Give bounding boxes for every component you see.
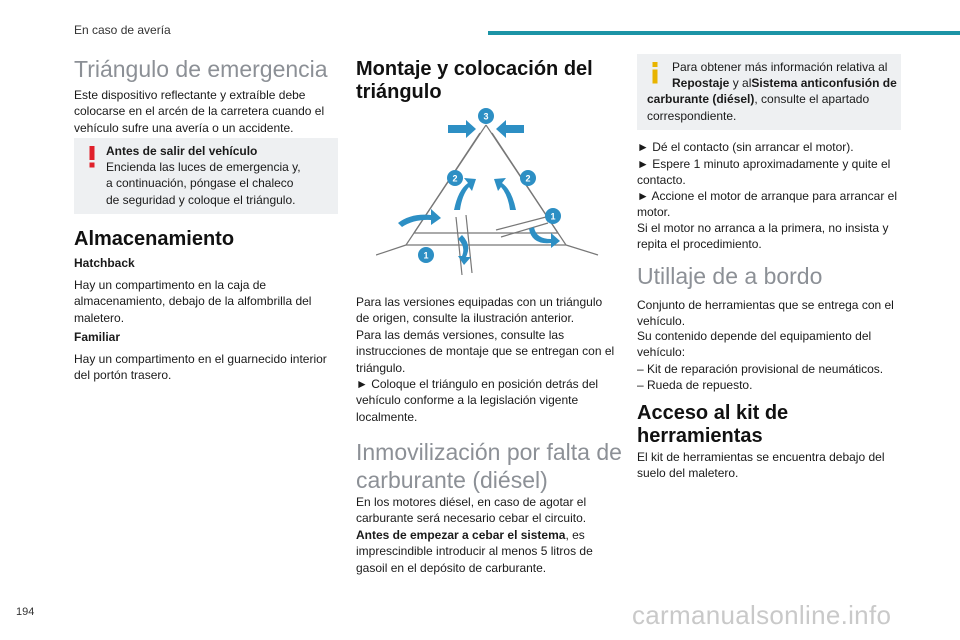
warning-title: Antes de salir del vehículo [106,144,258,158]
title-onboard-tools: Utillaje de a bordo [637,263,823,289]
fuel-para-2-bold: Antes de empezar a cebar el sistema [356,528,566,542]
title-triangle-assembly: Montaje y colocación del triángulo [356,58,593,103]
engine-step-3: ► Accione el motor de arranque para arrancar el motor. [637,189,898,220]
title-emergency-triangle: Triángulo de emergencia [74,56,328,82]
title-fuel-shortage: Inmovilización por falta de carburante (diésel) [356,439,622,493]
tools-para-2: Su contenido depende del equipamiento del vehículo: [637,329,872,360]
engine-step-note: Si el motor no arranca a la primera, no insista y repita el procedimiento. [637,221,889,252]
intro-paragraph: Este dispositivo reflectante y extraíble debe colocarse en el arcén de la carretera cuando el vehículo sufre una avería o un accidente. [74,88,325,135]
figure-label-2-right: 2 [525,173,531,184]
familiar-text: Hay un compartimento en el guarnecido interior del portón trasero. [74,352,327,383]
tools-item-repair-kit: – Kit de reparación provisional de neumáticos. [637,362,884,376]
watermark: carmanualsonline.info [632,600,892,630]
warning-icon [88,146,96,168]
engine-step-2: ► Espere 1 minuto aproximadamente y quite el contacto. [637,157,891,188]
hatchback-text: Hay un compartimento en la caja de almacenamiento, debajo de la alfombrilla del maletero. [74,278,312,325]
warning-text-content: Encienda las luces de emergencia y, a continuación, póngase el chaleco de seguridad y coloque el triángulo. [106,160,301,207]
tools-item-spare-wheel: – Rueda de repuesto. [637,378,753,392]
warning-box [74,138,338,214]
info-text-and: y al [729,76,752,90]
triangle-para-1: Para las versiones equipadas con un triángulo de origen, consulte la ilustración anterior. [356,295,603,326]
header-accent-bar [488,31,960,35]
info-misfuel-system: Sistema anticonfusión de carburante (diésel) [647,76,897,107]
storage-title: Almacenamiento [74,228,235,250]
figure-label-3: 3 [483,111,489,122]
fuel-para-1: En los motores diésel, en caso de agotar el carburante será necesario cebar el circuito. [356,495,587,526]
info-text-end: , consulte el apartado correspondiente. [647,92,870,123]
header-section-title: En caso de avería [74,23,171,37]
engine-step-1: ► Dé el contacto (sin arrancar el motor). [637,140,854,154]
triangle-para-2: Para las demás versiones, consulte las instrucciones de montaje que se entregan con el triángulo. [356,328,615,375]
figure-label-1-right: 1 [550,211,556,222]
info-text-flow [647,75,897,124]
hatchback-label: Hatchback [74,256,135,270]
fuel-para-2 [356,527,618,576]
title-tool-kit-access: Acceso al kit de herramientas [637,402,789,447]
figure-label-2-left: 2 [452,173,458,184]
triangle-step-place: ► Coloque el triángulo en posición detrás del vehículo conforme a la legislación vigente localmente. [356,377,599,424]
triangle-assembly-illustration [376,105,601,285]
info-text-line-1: Para obtener más información relativa al [672,60,888,74]
page-number: 194 [16,606,35,618]
info-refuel-link: Repostaje [672,76,730,90]
figure-label-1-left: 1 [423,250,429,261]
tools-para-1: Conjunto de herramientas que se entrega con el vehículo. [637,298,894,329]
warning-text [106,159,306,208]
fuel-para-2-rest: , es imprescindible introducir al menos 5 litros de gasoil en el depósito de carburante. [356,528,593,575]
familiar-label: Familiar [74,330,121,344]
tool-kit-access-text: El kit de herramientas se encuentra debajo del suelo del maletero. [637,450,885,481]
